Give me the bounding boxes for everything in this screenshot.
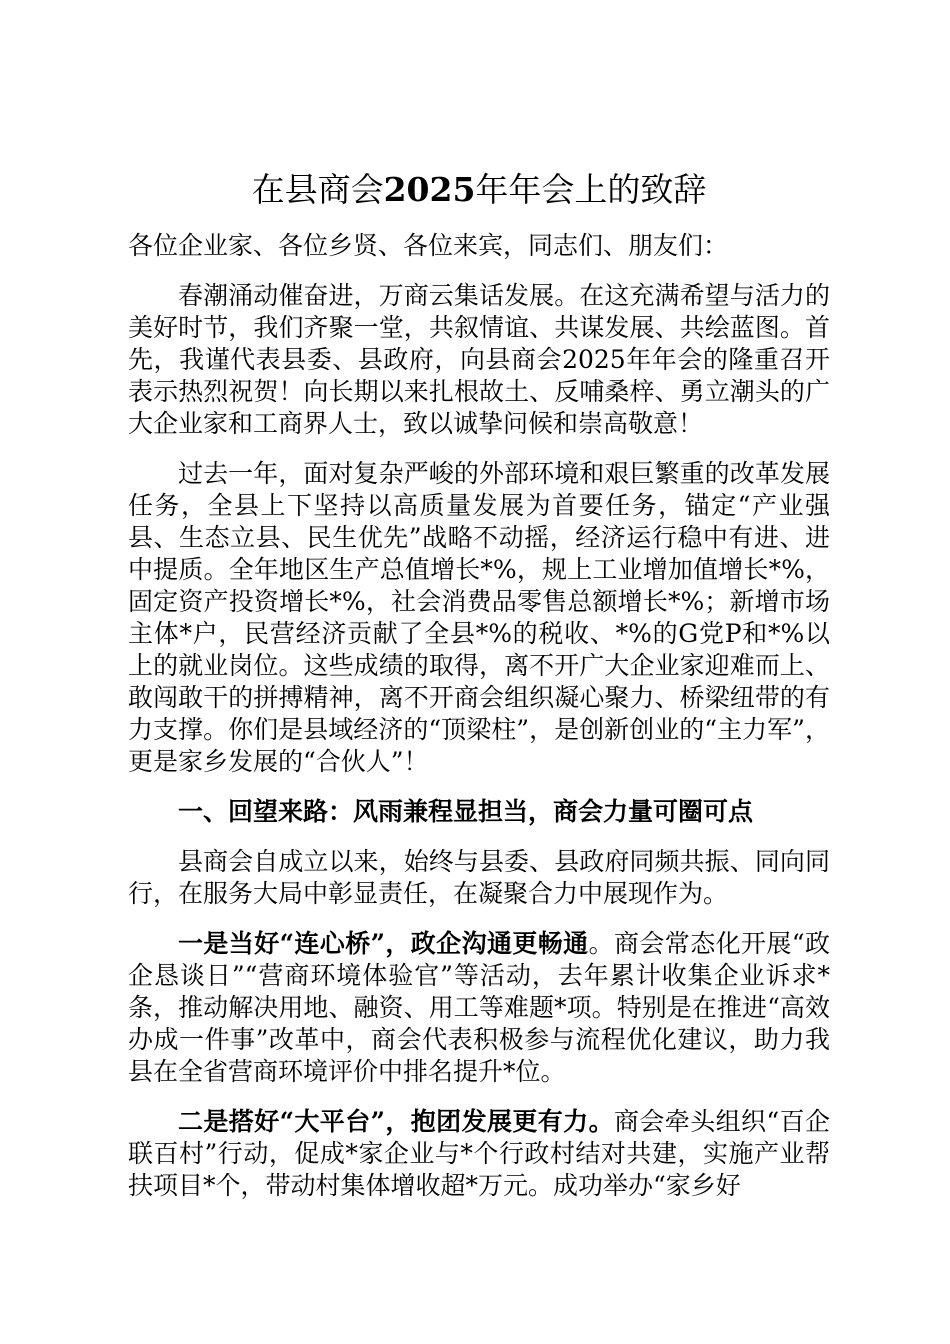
section-heading: 一、回望来路：风雨兼程显担当，商会力量可圈可点 bbox=[178, 797, 754, 826]
title-year: 2025 bbox=[383, 170, 476, 209]
point-two bbox=[128, 1106, 830, 1202]
point-one-lead: 一是当好“连心桥”，政企沟通更畅通 bbox=[178, 929, 589, 958]
paragraph-review: 过去一年，面对复杂严峻的外部环境和艰巨繁重的改革发展任务，全县上下坚持以高质量发展为首要任务，锚定“产业强县、生态立县、民生优先”战略不动摇，经济运行稳中有进、进中提质。全年地区生产总值增长*%，规上工业增加值增长*%，固定资产投资增长*%，社会消费品零售总额增长*%；新增市场主体*户，民营经济贡献了全县*%的税收、*%的G党P和*%以上的就业岗位。这些成绩的取得，离不开广大企业家迎难而上、敢闯敢干的拼搏精神，离不开商会组织凝心聚力、桥梁纽带的有力支撑。你们是县域经济的“顶梁柱”，是创新创业的“主力军”，更是家乡发展的“合伙人”！ bbox=[128, 459, 830, 776]
point-two-body: 商会牵头组织“百企联百村”行动，促成*家企业与*个行政村结对共建，实施产业帮扶项目*个，带动村集体增收超*万元。成功举办“家乡好 bbox=[128, 1107, 830, 1200]
document-page bbox=[128, 168, 830, 1220]
title-suffix: 年年会上的致辞 bbox=[475, 170, 707, 209]
point-two-lead: 二是搭好“大平台”，抱团发展更有力。 bbox=[178, 1107, 614, 1136]
title-prefix: 在县商会 bbox=[251, 170, 384, 209]
point-one bbox=[128, 928, 830, 1088]
paragraph-opening: 春潮涌动催奋进，万商云集话发展。在这充满希望与活力的美好时节，我们齐聚一堂，共叙情谊、共谋发展、共绘蓝图。首先，我谨代表县委、县政府，向县商会2025年年会的隆重召开表示热烈祝贺！向长期以来扎根故土、反哺桑梓、勇立潮头的广大企业家和工商界人士，致以诚挚问候和崇高敬意！ bbox=[128, 281, 830, 438]
document-title bbox=[128, 168, 830, 212]
salutation: 各位企业家、各位乡贤、各位来宾，同志们、朋友们： bbox=[128, 231, 729, 260]
section-intro: 县商会自成立以来，始终与县委、县政府同频共振、同向同行，在服务大局中彰显责任，在凝聚合力中展现作为。 bbox=[128, 847, 830, 908]
point-one-body: 。商会常态化开展“政企恳谈日”“营商环境体验官”等活动，去年累计收集企业诉求*条，推动解决用地、融资、用工等难题*项。特别是在推进“高效办成一件事”改革中，商会代表积极参与流程优化建议，助力我县在全省营商环境评价中排名提升*位。 bbox=[128, 929, 830, 1086]
